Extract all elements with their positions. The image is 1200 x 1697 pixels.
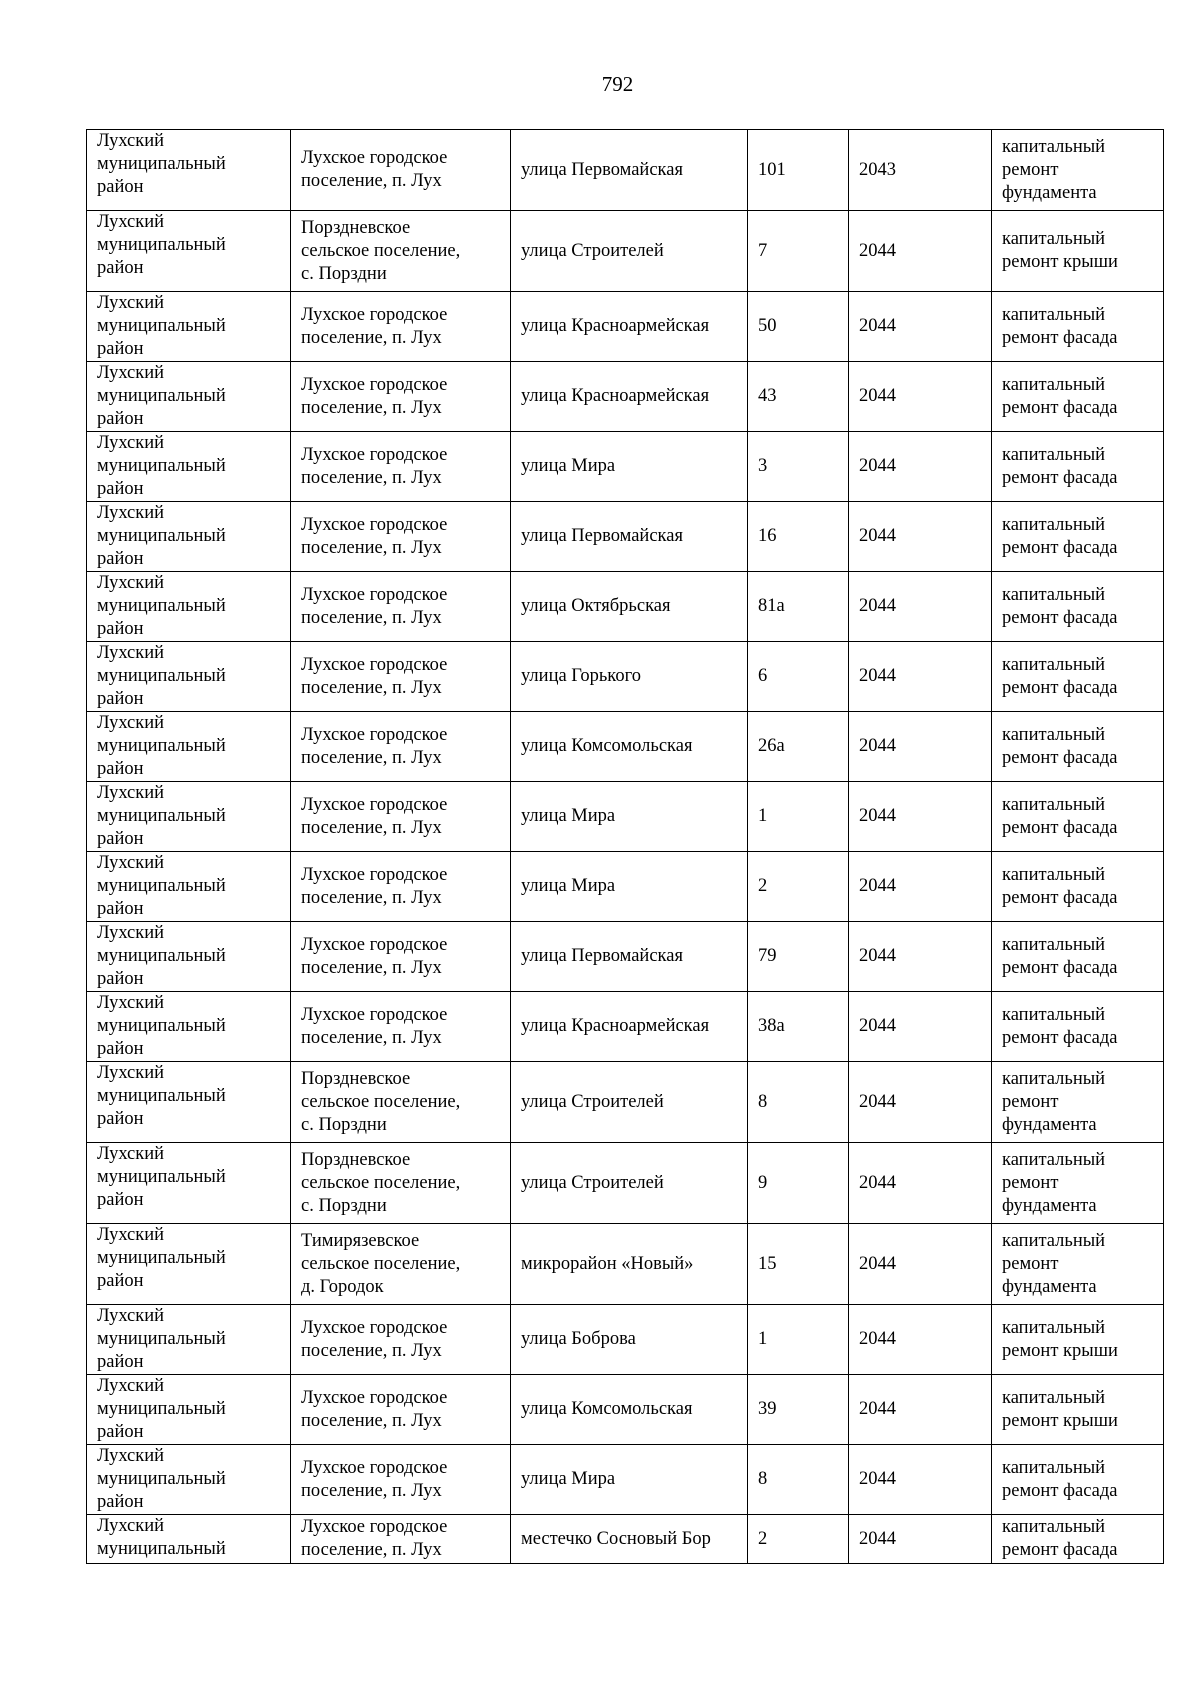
cell-settlement-line: поселение, п. Лух [301, 607, 442, 628]
cell-settlement-line: Порздневское [301, 1149, 411, 1170]
cell-settlement-line: с. Порздни [301, 1114, 387, 1135]
cell-work-type-line: ремонт фасада [1002, 1540, 1118, 1560]
cell-district-line: Лухский [97, 1516, 165, 1536]
cell-work-type [992, 1305, 1164, 1375]
cell-house-number: 3 [748, 432, 849, 502]
cell-district [87, 642, 291, 712]
table-row [87, 211, 1164, 292]
cell-settlement-line: сельское поселение, [301, 1253, 461, 1274]
cell-district [87, 992, 291, 1062]
cell-settlement [291, 572, 511, 642]
cell-settlement-line: Лухское городское [301, 1517, 448, 1537]
cell-work-type [992, 1445, 1164, 1515]
cell-district [87, 922, 291, 992]
cell-district-line: муниципальный [97, 456, 226, 476]
cell-district [87, 362, 291, 432]
cell-settlement-line: поселение, п. Лух [301, 467, 442, 488]
cell-street: улица Мира [511, 432, 748, 502]
cell-settlement-line: сельское поселение, [301, 240, 461, 261]
cell-work-type [992, 130, 1164, 211]
cell-settlement-line: Лухское городское [301, 444, 448, 465]
cell-settlement-line: поселение, п. Лух [301, 1027, 442, 1048]
cell-work-type [992, 782, 1164, 852]
cell-work-type-line: капитальный [1002, 1068, 1106, 1089]
cell-work-type [992, 502, 1164, 572]
cell-street: улица Октябрьская [511, 572, 748, 642]
cell-settlement [291, 502, 511, 572]
cell-street: улица Строителей [511, 1062, 748, 1143]
cell-district [87, 130, 291, 211]
cell-work-type-line: капитальный [1002, 1517, 1106, 1537]
cell-street: улица Мира [511, 1445, 748, 1515]
cell-settlement [291, 1305, 511, 1375]
cell-year: 2044 [849, 502, 992, 572]
cell-house-number: 2 [748, 1515, 849, 1564]
cell-work-type-line: капитальный [1002, 1004, 1106, 1025]
cell-street: улица Красноармейская [511, 292, 748, 362]
cell-settlement-line: Лухское городское [301, 864, 448, 885]
cell-settlement [291, 1143, 511, 1224]
cell-settlement-line: Лухское городское [301, 374, 448, 395]
cell-year: 2044 [849, 362, 992, 432]
cell-settlement-line: поселение, п. Лух [301, 677, 442, 698]
cell-settlement-line: с. Порздни [301, 263, 387, 284]
cell-work-type [992, 1515, 1164, 1564]
cell-work-type-line: капитальный [1002, 584, 1106, 605]
cell-district [87, 1224, 291, 1305]
cell-district-line: район [97, 177, 144, 197]
cell-settlement [291, 362, 511, 432]
cell-district-line: муниципальный [97, 946, 226, 966]
cell-work-type [992, 992, 1164, 1062]
cell-settlement [291, 432, 511, 502]
cell-work-type-line: капитальный [1002, 1317, 1106, 1338]
table-row [87, 1445, 1164, 1515]
cell-work-type-line: ремонт крыши [1002, 1340, 1118, 1361]
cell-year: 2044 [849, 922, 992, 992]
cell-district-line: муниципальный [97, 386, 226, 406]
cell-district [87, 502, 291, 572]
cell-work-type [992, 712, 1164, 782]
cell-district-line: район [97, 1352, 144, 1372]
cell-settlement-line: с. Порздни [301, 1195, 387, 1216]
cell-work-type-line: фундамента [1002, 182, 1097, 203]
cell-house-number: 9 [748, 1143, 849, 1224]
cell-district-line: район [97, 1109, 144, 1129]
cell-district-line: район [97, 1190, 144, 1210]
cell-settlement-line: поселение, п. Лух [301, 747, 442, 768]
cell-district-line: район [97, 1422, 144, 1442]
table-row [87, 502, 1164, 572]
cell-settlement-line: поселение, п. Лух [301, 817, 442, 838]
cell-settlement-line: Лухское городское [301, 1317, 448, 1338]
cell-district-line: район [97, 1039, 144, 1059]
cell-work-type-line: капитальный [1002, 794, 1106, 815]
cell-district-line: муниципальный [97, 316, 226, 336]
cell-work-type-line: ремонт фасада [1002, 1480, 1118, 1501]
cell-district-line: муниципальный [97, 666, 226, 686]
cell-work-type-line: ремонт [1002, 1091, 1059, 1112]
cell-work-type [992, 211, 1164, 292]
cell-settlement-line: Лухское городское [301, 514, 448, 535]
cell-year: 2043 [849, 130, 992, 211]
cell-settlement-line: Лухское городское [301, 148, 448, 168]
cell-district-line: район [97, 1271, 144, 1291]
cell-district-line: район [97, 619, 144, 639]
table-row [87, 992, 1164, 1062]
cell-work-type-line: ремонт фасада [1002, 817, 1118, 838]
cell-district-line: Лухский [97, 783, 165, 803]
cell-settlement [291, 211, 511, 292]
cell-work-type-line: капитальный [1002, 1149, 1106, 1170]
cell-work-type-line: капитальный [1002, 514, 1106, 535]
cell-district-line: муниципальный [97, 736, 226, 756]
cell-settlement-line: поселение, п. Лух [301, 327, 442, 348]
cell-street: улица Первомайская [511, 922, 748, 992]
cell-settlement [291, 292, 511, 362]
cell-year: 2044 [849, 642, 992, 712]
cell-district-line: муниципальный [97, 1086, 226, 1106]
cell-district-line: Лухский [97, 1063, 165, 1083]
cell-district-line: Лухский [97, 713, 165, 733]
cell-settlement [291, 712, 511, 782]
cell-house-number: 43 [748, 362, 849, 432]
cell-house-number: 26а [748, 712, 849, 782]
cell-house-number: 81а [748, 572, 849, 642]
cell-district [87, 572, 291, 642]
cell-house-number: 101 [748, 130, 849, 211]
cell-district-line: муниципальный [97, 235, 226, 255]
cell-work-type [992, 1062, 1164, 1143]
cell-street: микрорайон «Новый» [511, 1224, 748, 1305]
cell-year: 2044 [849, 1445, 992, 1515]
cell-settlement-line: Лухское городское [301, 584, 448, 605]
cell-settlement [291, 130, 511, 211]
cell-work-type [992, 1375, 1164, 1445]
cell-district-line: район [97, 339, 144, 359]
cell-district-line: Лухский [97, 212, 165, 232]
table-row [87, 922, 1164, 992]
cell-settlement-line: Лухское городское [301, 1387, 448, 1408]
cell-work-type [992, 432, 1164, 502]
cell-street: улица Мира [511, 782, 748, 852]
cell-district-line: Лухский [97, 503, 165, 523]
cell-district [87, 852, 291, 922]
cell-work-type-line: ремонт фасада [1002, 957, 1118, 978]
cell-work-type [992, 362, 1164, 432]
cell-work-type-line: капитальный [1002, 374, 1106, 395]
cell-year: 2044 [849, 1515, 992, 1564]
cell-settlement-line: Тимирязевское [301, 1230, 420, 1251]
cell-work-type-line: ремонт крыши [1002, 252, 1118, 272]
cell-house-number: 50 [748, 292, 849, 362]
cell-settlement-line: Лухское городское [301, 934, 448, 955]
cell-work-type-line: ремонт крыши [1002, 1410, 1118, 1431]
cell-work-type-line: капитальный [1002, 444, 1106, 465]
cell-work-type-line: ремонт фасада [1002, 887, 1118, 908]
cell-work-type-line: капитальный [1002, 1387, 1106, 1408]
cell-settlement-line: Лухское городское [301, 724, 448, 745]
cell-district-line: муниципальный [97, 876, 226, 896]
cell-year: 2044 [849, 1375, 992, 1445]
cell-settlement [291, 852, 511, 922]
cell-work-type-line: капитальный [1002, 1457, 1106, 1478]
cell-settlement-line: сельское поселение, [301, 1091, 461, 1112]
cell-work-type-line: ремонт фасада [1002, 537, 1118, 558]
cell-district-line: район [97, 1492, 144, 1512]
cell-settlement [291, 1062, 511, 1143]
cell-settlement-line: поселение, п. Лух [301, 1410, 442, 1431]
table-row [87, 1143, 1164, 1224]
cell-settlement [291, 1445, 511, 1515]
cell-district-line: Лухский [97, 293, 165, 313]
cell-settlement [291, 1515, 511, 1564]
cell-district-line: район [97, 829, 144, 849]
cell-street: местечко Сосновый Бор [511, 1515, 748, 1564]
cell-work-type-line: ремонт фасада [1002, 397, 1118, 418]
cell-work-type-line: ремонт фасада [1002, 747, 1118, 768]
cell-district-line: муниципальный [97, 1248, 226, 1268]
table-row [87, 642, 1164, 712]
cell-settlement-line: поселение, п. Лух [301, 171, 442, 191]
repair-schedule-table [86, 129, 1164, 1564]
cell-settlement-line: поселение, п. Лух [301, 887, 442, 908]
cell-district-line: район [97, 479, 144, 499]
cell-year: 2044 [849, 782, 992, 852]
cell-work-type-line: ремонт фасада [1002, 607, 1118, 628]
cell-district-line: муниципальный [97, 1469, 226, 1489]
cell-house-number: 7 [748, 211, 849, 292]
cell-year: 2044 [849, 1224, 992, 1305]
cell-district-line: Лухский [97, 1144, 165, 1164]
cell-district-line: Лухский [97, 573, 165, 593]
cell-work-type-line: ремонт [1002, 1253, 1059, 1274]
cell-district-line: Лухский [97, 363, 165, 383]
cell-district [87, 1515, 291, 1564]
cell-house-number: 39 [748, 1375, 849, 1445]
cell-street: улица Строителей [511, 1143, 748, 1224]
cell-year: 2044 [849, 572, 992, 642]
table-row [87, 1224, 1164, 1305]
cell-district-line: муниципальный [97, 1399, 226, 1419]
cell-settlement [291, 1375, 511, 1445]
cell-house-number: 1 [748, 782, 849, 852]
cell-settlement-line: Порздневское [301, 217, 411, 238]
cell-district-line: муниципальный [97, 154, 226, 174]
cell-district-line: Лухский [97, 643, 165, 663]
cell-district-line: муниципальный [97, 596, 226, 616]
cell-street: улица Горького [511, 642, 748, 712]
cell-work-type [992, 852, 1164, 922]
table-row [87, 1375, 1164, 1445]
table-row [87, 852, 1164, 922]
cell-work-type [992, 572, 1164, 642]
table-row [87, 432, 1164, 502]
table-row [87, 1062, 1164, 1143]
cell-district [87, 782, 291, 852]
cell-district-line: Лухский [97, 433, 165, 453]
cell-settlement [291, 922, 511, 992]
cell-house-number: 38а [748, 992, 849, 1062]
cell-settlement-line: сельское поселение, [301, 1172, 461, 1193]
cell-district [87, 1305, 291, 1375]
cell-house-number: 6 [748, 642, 849, 712]
cell-settlement-line: Лухское городское [301, 654, 448, 675]
cell-year: 2044 [849, 852, 992, 922]
cell-work-type-line: капитальный [1002, 229, 1106, 249]
cell-district [87, 211, 291, 292]
cell-work-type-line: ремонт фасада [1002, 327, 1118, 348]
cell-work-type [992, 1224, 1164, 1305]
cell-district [87, 712, 291, 782]
cell-house-number: 8 [748, 1445, 849, 1515]
cell-house-number: 79 [748, 922, 849, 992]
table-row [87, 712, 1164, 782]
cell-district [87, 1445, 291, 1515]
cell-settlement [291, 642, 511, 712]
cell-district [87, 1062, 291, 1143]
cell-street: улица Первомайская [511, 502, 748, 572]
cell-district-line: Лухский [97, 1376, 165, 1396]
cell-work-type-line: капитальный [1002, 864, 1106, 885]
cell-work-type-line: ремонт [1002, 159, 1059, 180]
cell-district-line: Лухский [97, 993, 165, 1013]
cell-district-line: муниципальный [97, 1329, 226, 1349]
cell-settlement-line: поселение, п. Лух [301, 1480, 442, 1501]
cell-house-number: 8 [748, 1062, 849, 1143]
cell-district-line: район [97, 899, 144, 919]
cell-year: 2044 [849, 432, 992, 502]
table-row [87, 572, 1164, 642]
cell-work-type-line: ремонт фасада [1002, 677, 1118, 698]
cell-work-type [992, 642, 1164, 712]
cell-district-line: муниципальный [97, 1167, 226, 1187]
cell-street: улица Боброва [511, 1305, 748, 1375]
cell-settlement-line: поселение, п. Лух [301, 1540, 442, 1560]
cell-house-number: 15 [748, 1224, 849, 1305]
cell-district-line: Лухский [97, 923, 165, 943]
cell-work-type [992, 1143, 1164, 1224]
cell-work-type-line: ремонт фасада [1002, 1027, 1118, 1048]
table-body [87, 130, 1164, 1564]
cell-street: улица Первомайская [511, 130, 748, 211]
cell-settlement [291, 992, 511, 1062]
cell-settlement-line: поселение, п. Лух [301, 537, 442, 558]
cell-street: улица Строителей [511, 211, 748, 292]
cell-year: 2044 [849, 712, 992, 782]
cell-year: 2044 [849, 992, 992, 1062]
cell-settlement [291, 782, 511, 852]
cell-street: улица Красноармейская [511, 992, 748, 1062]
cell-work-type-line: капитальный [1002, 136, 1106, 157]
cell-house-number: 2 [748, 852, 849, 922]
cell-district-line: район [97, 969, 144, 989]
cell-settlement-line: д. Городок [301, 1276, 384, 1297]
cell-settlement [291, 1224, 511, 1305]
cell-work-type-line: фундамента [1002, 1195, 1097, 1216]
cell-settlement-line: поселение, п. Лух [301, 1340, 442, 1361]
cell-district [87, 432, 291, 502]
cell-district-line: муниципальный [97, 1539, 226, 1559]
cell-district [87, 292, 291, 362]
cell-street: улица Комсомольская [511, 712, 748, 782]
cell-district-line: муниципальный [97, 1016, 226, 1036]
cell-district-line: Лухский [97, 131, 165, 151]
cell-work-type-line: ремонт фасада [1002, 467, 1118, 488]
cell-work-type [992, 292, 1164, 362]
cell-year: 2044 [849, 211, 992, 292]
cell-house-number: 1 [748, 1305, 849, 1375]
cell-settlement-line: Лухское городское [301, 1457, 448, 1478]
cell-house-number: 16 [748, 502, 849, 572]
cell-district-line: Лухский [97, 1446, 165, 1466]
cell-district-line: район [97, 549, 144, 569]
cell-work-type-line: фундамента [1002, 1276, 1097, 1297]
table-row [87, 292, 1164, 362]
cell-work-type-line: капитальный [1002, 724, 1106, 745]
cell-settlement-line: Лухское городское [301, 1004, 448, 1025]
cell-district-line: район [97, 409, 144, 429]
cell-work-type-line: капитальный [1002, 1230, 1106, 1251]
cell-district-line: Лухский [97, 1306, 165, 1326]
cell-district-line: Лухский [97, 1225, 165, 1245]
cell-district-line: район [97, 689, 144, 709]
cell-street: улица Красноармейская [511, 362, 748, 432]
cell-district-line: район [97, 759, 144, 779]
cell-year: 2044 [849, 1143, 992, 1224]
cell-year: 2044 [849, 292, 992, 362]
cell-work-type-line: ремонт [1002, 1172, 1059, 1193]
cell-work-type-line: капитальный [1002, 304, 1106, 325]
cell-district-line: муниципальный [97, 526, 226, 546]
cell-district-line: муниципальный [97, 806, 226, 826]
table-row [87, 782, 1164, 852]
cell-year: 2044 [849, 1062, 992, 1143]
table-row [87, 1515, 1164, 1564]
cell-settlement-line: Лухское городское [301, 794, 448, 815]
cell-district [87, 1143, 291, 1224]
table-row [87, 1305, 1164, 1375]
cell-street: улица Комсомольская [511, 1375, 748, 1445]
cell-street: улица Мира [511, 852, 748, 922]
cell-settlement-line: поселение, п. Лух [301, 957, 442, 978]
cell-settlement-line: поселение, п. Лух [301, 397, 442, 418]
cell-district-line: Лухский [97, 853, 165, 873]
cell-year: 2044 [849, 1305, 992, 1375]
cell-settlement-line: Лухское городское [301, 304, 448, 325]
cell-settlement-line: Порздневское [301, 1068, 411, 1089]
table-row [87, 362, 1164, 432]
cell-district [87, 1375, 291, 1445]
page-number: 792 [601, 72, 634, 96]
table-row [87, 130, 1164, 211]
cell-district-line: район [97, 258, 144, 278]
cell-work-type [992, 922, 1164, 992]
cell-work-type-line: капитальный [1002, 654, 1106, 675]
cell-work-type-line: капитальный [1002, 934, 1106, 955]
cell-work-type-line: фундамента [1002, 1114, 1097, 1135]
